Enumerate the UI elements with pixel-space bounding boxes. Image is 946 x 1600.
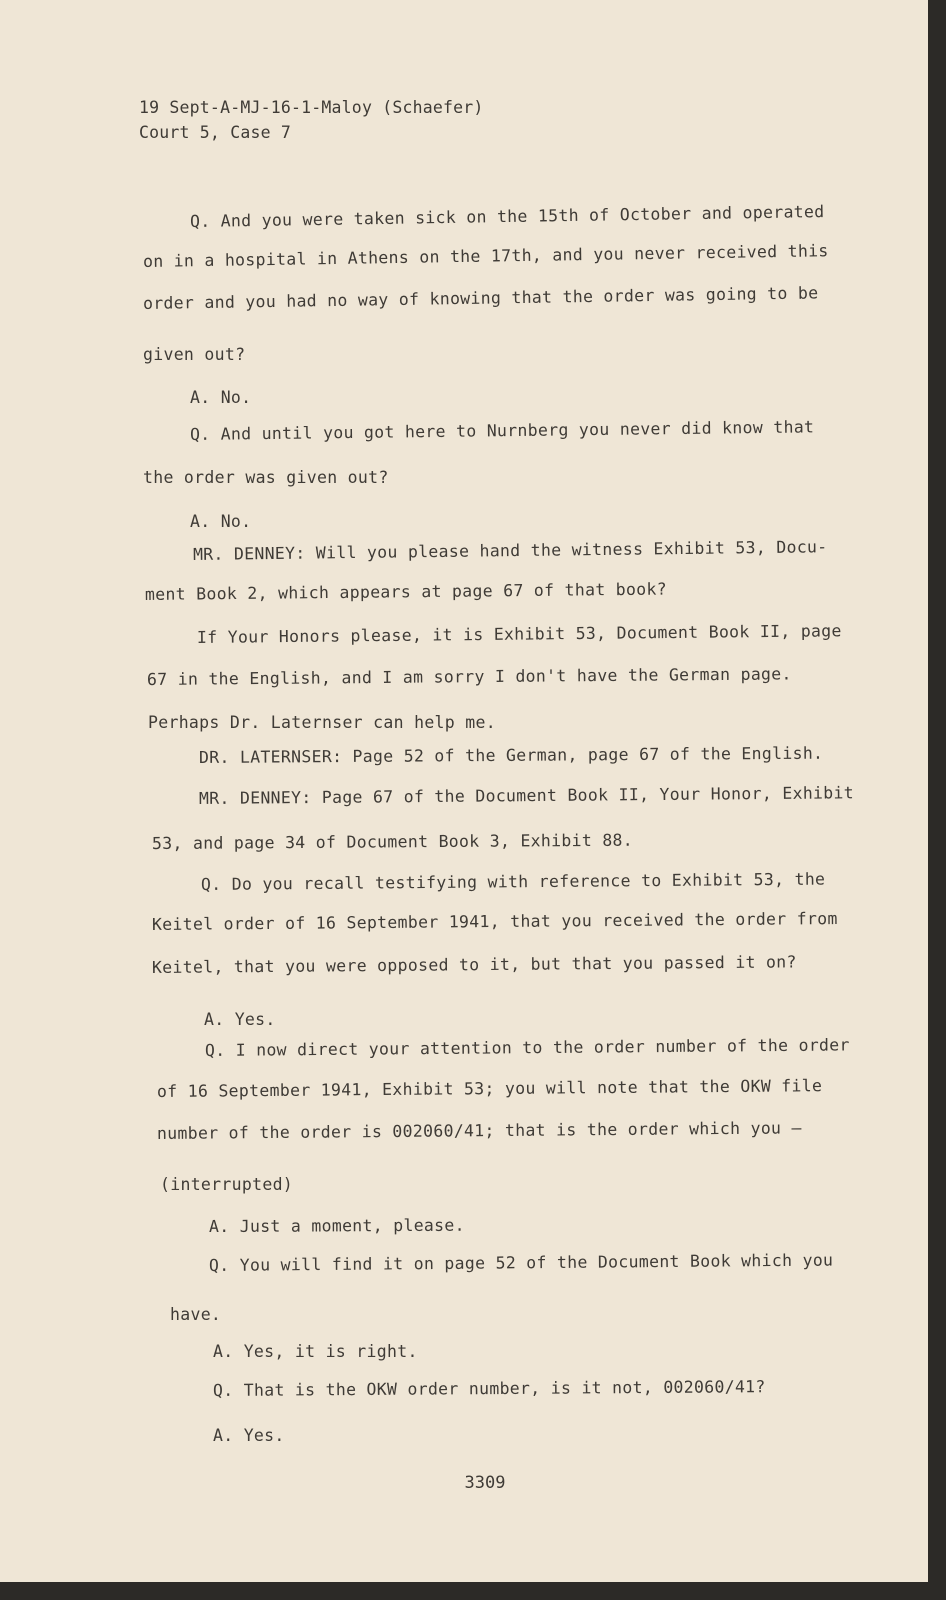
transcript-line: Q. And until you got here to Nurnberg you never did know that bbox=[189, 417, 815, 444]
transcript-line: 67 in the English, and I am sorry I don't have the German page. bbox=[146, 664, 792, 689]
transcript-line: Q. I now direct your attention to the order number of the order bbox=[204, 1035, 850, 1060]
transcript-line: Keitel, that you were opposed to it, but that you passed it on? bbox=[151, 952, 797, 977]
transcript-line: A. No. bbox=[190, 388, 252, 407]
transcript-line: Q. That is the OKW order number, is it not, 002060/41? bbox=[212, 1377, 766, 1400]
transcript-line: number of the order is 002060/41; that is the order which you — bbox=[156, 1118, 802, 1143]
transcript-line: ment Book 2, which appears at page 67 of that book? bbox=[144, 579, 668, 604]
transcript-line: MR. DENNEY: Page 67 of the Document Book II, Your Honor, Exhibit bbox=[198, 783, 855, 808]
header-court-line: Court 5, Case 7 bbox=[139, 123, 292, 142]
transcript-line: order and you had no way of knowing that the order was going to be bbox=[142, 283, 819, 313]
transcript-line: A. Yes. bbox=[204, 1010, 276, 1029]
transcript-line: Keitel order of 16 September 1941, that you received the order from bbox=[151, 909, 838, 934]
transcript-line: A. No. bbox=[190, 512, 252, 531]
transcript-line: have. bbox=[170, 1305, 222, 1324]
transcript-line: Q. You will find it on page 52 of the Document Book which you bbox=[208, 1250, 834, 1275]
transcript-line: If Your Honors please, it is Exhibit 53, Document Book II, page bbox=[196, 621, 842, 647]
transcript-line: on in a hospital in Athens on the 17th, and you never received this bbox=[142, 241, 829, 271]
transcript-line: Q. Do you recall testifying with reference to Exhibit 53, the bbox=[200, 869, 826, 894]
transcript-line: A. Just a moment, please. bbox=[208, 1215, 465, 1236]
transcript-line: Q. And you were taken sick on the 15th of October and operated bbox=[189, 202, 825, 231]
page-number: 3309 bbox=[464, 1473, 506, 1493]
transcript-line: A. Yes. bbox=[213, 1426, 285, 1445]
transcript-line: given out? bbox=[143, 345, 246, 364]
transcript-line: MR. DENNEY: Will you please hand the witness Exhibit 53, Docu- bbox=[192, 537, 828, 564]
header-reference-line: 19 Sept-A-MJ-16-1-Maloy (Schaefer) bbox=[139, 98, 484, 117]
transcript-line: (interrupted) bbox=[160, 1175, 294, 1194]
transcript-line: A. Yes, it is right. bbox=[213, 1342, 418, 1361]
transcript-line: DR. LATERNSER: Page 52 of the German, page 67 of the English. bbox=[198, 743, 824, 767]
document-header bbox=[139, 95, 484, 145]
transcript-line: the order was given out? bbox=[143, 468, 389, 487]
transcript-line: Perhaps Dr. Laternser can help me. bbox=[148, 713, 496, 732]
transcript-line: of 16 September 1941, Exhibit 53; you will note that the OKW file bbox=[156, 1076, 823, 1101]
transcript-line: 53, and page 34 of Document Book 3, Exhibit 88. bbox=[151, 830, 634, 853]
